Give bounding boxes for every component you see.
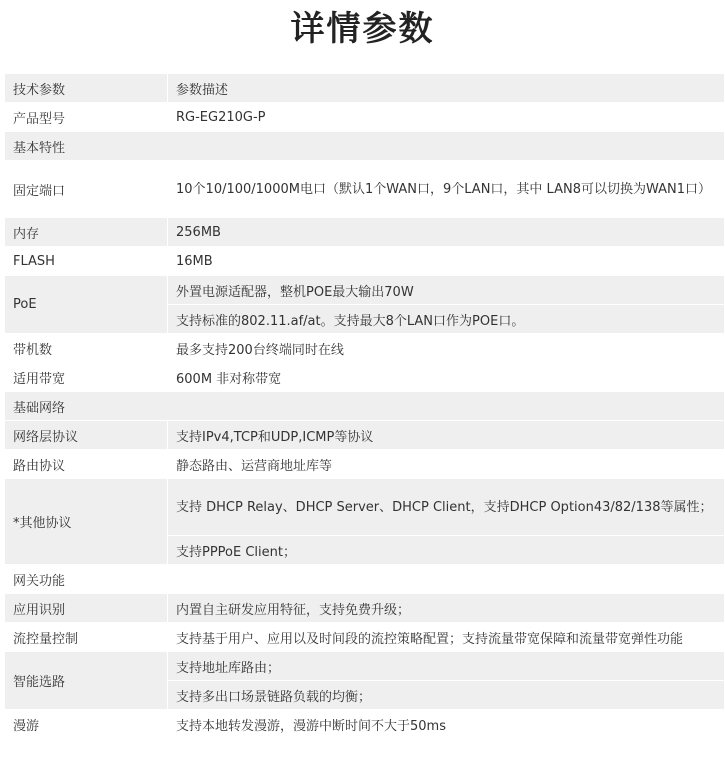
row-value: 支持PPPoE Client； [168, 536, 725, 565]
row-key: *其他协议 [5, 479, 168, 565]
row-value: RG-EG210G-P [168, 103, 725, 132]
page-title: 详情参数 [290, 9, 435, 49]
row-value: 静态路由、运营商地址库等 [168, 450, 725, 479]
row-value: 支持基于用户、应用以及时间段的流控策略配置；支持流量带宽保障和流量带宽弹性功能 [168, 623, 725, 652]
row-key: 固定端口 [5, 161, 168, 218]
table-header-row [5, 74, 725, 103]
row-value: 内置自主研发应用特征，支持免费升级； [168, 594, 725, 623]
row-key: PoE [5, 276, 168, 334]
table-row [5, 218, 725, 247]
row-value: 支持本地转发漫游，漫游中断时间不大于50ms [168, 710, 725, 739]
section-label: 网关功能 [5, 565, 725, 594]
section-row [5, 565, 725, 594]
section-label: 基本特性 [5, 132, 725, 161]
section-row [5, 392, 725, 421]
row-value: 16MB [168, 247, 725, 276]
row-key: 应用识别 [5, 594, 168, 623]
row-key: 智能选路 [5, 652, 168, 710]
row-key: 流控量控制 [5, 623, 168, 652]
spec-table [4, 73, 725, 739]
row-value: 外置电源适配器，整机POE最大输出70W [168, 276, 725, 305]
row-value: 支持多出口场景链路负载的均衡； [168, 681, 725, 710]
section-label: 基础网络 [5, 392, 725, 421]
header-key: 技术参数 [5, 74, 168, 103]
row-key: 漫游 [5, 710, 168, 739]
row-key: FLASH [5, 247, 168, 276]
table-row [5, 710, 725, 739]
row-key: 内存 [5, 218, 168, 247]
table-row [5, 247, 725, 276]
row-value: 最多支持200台终端同时在线 [168, 334, 725, 363]
row-value: 256MB [168, 218, 725, 247]
table-row [5, 103, 725, 132]
row-value: 支持 DHCP Relay、DHCP Server、DHCP Client，支持DHCP Option43/82/138等属性； [168, 479, 725, 536]
row-key: 带机数 [5, 334, 168, 363]
table-row [5, 652, 725, 681]
row-key: 网络层协议 [5, 421, 168, 450]
table-row [5, 421, 725, 450]
row-value: 10个10/100/1000M电口（默认1个WAN口，9个LAN口，其中 LAN8可以切换为WAN1口） [168, 161, 725, 218]
row-value: 支持标准的802.11.af/at。支持最大8个LAN口作为POE口。 [168, 305, 725, 334]
table-row [5, 161, 725, 218]
row-value: 支持地址库路由； [168, 652, 725, 681]
table-row [5, 450, 725, 479]
header-value: 参数描述 [168, 74, 725, 103]
row-value: 支持IPv4,TCP和UDP,ICMP等协议 [168, 421, 725, 450]
row-value: 600M 非对称带宽 [168, 363, 725, 392]
table-row [5, 363, 725, 392]
table-row [5, 623, 725, 652]
table-row [5, 334, 725, 363]
row-key: 产品型号 [5, 103, 168, 132]
table-row [5, 479, 725, 536]
table-row [5, 276, 725, 305]
row-key: 适用带宽 [5, 363, 168, 392]
table-row [5, 594, 725, 623]
row-key: 路由协议 [5, 450, 168, 479]
section-row [5, 132, 725, 161]
